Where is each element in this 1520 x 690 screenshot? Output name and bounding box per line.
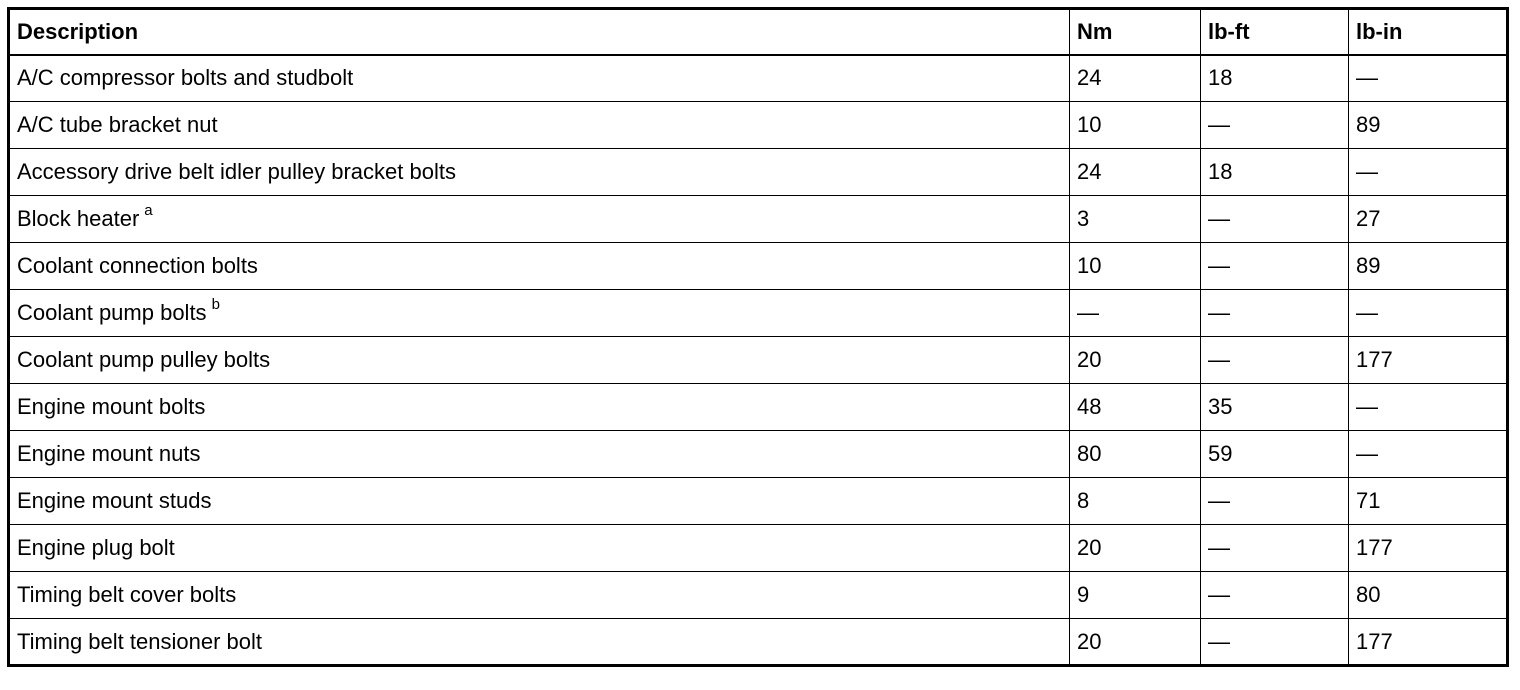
lb-in-cell: 177 (1349, 337, 1508, 384)
description-text: Engine plug bolt (17, 535, 175, 560)
lb-ft-cell: 18 (1201, 55, 1349, 102)
header-nm: Nm (1070, 9, 1201, 55)
lb-in-cell: 71 (1349, 478, 1508, 525)
description-cell (9, 619, 1070, 666)
lb-ft-cell: 35 (1201, 384, 1349, 431)
torque-specifications-table (7, 7, 1509, 667)
nm-cell: 20 (1070, 525, 1201, 572)
description-cell (9, 290, 1070, 337)
description-cell (9, 55, 1070, 102)
nm-cell: 20 (1070, 619, 1201, 666)
table-row (9, 55, 1508, 102)
header-lb-in: lb-in (1349, 9, 1508, 55)
lb-in-cell: 89 (1349, 102, 1508, 149)
lb-in-cell: 177 (1349, 525, 1508, 572)
table-row (9, 196, 1508, 243)
nm-cell: 10 (1070, 102, 1201, 149)
description-cell (9, 572, 1070, 619)
lb-in-cell: 177 (1349, 619, 1508, 666)
description-text: Coolant pump pulley bolts (17, 347, 271, 372)
lb-ft-cell: — (1201, 337, 1349, 384)
lb-ft-cell: — (1201, 572, 1349, 619)
header-description: Description (9, 9, 1070, 55)
description-cell (9, 384, 1070, 431)
nm-cell: 24 (1070, 149, 1201, 196)
description-text: Engine mount studs (17, 488, 212, 513)
lb-ft-cell: — (1201, 525, 1349, 572)
lb-in-cell: — (1349, 55, 1508, 102)
table-row (9, 525, 1508, 572)
lb-ft-cell: — (1201, 196, 1349, 243)
lb-ft-cell: 59 (1201, 431, 1349, 478)
description-cell (9, 431, 1070, 478)
description-text: A/C tube bracket nut (17, 112, 218, 137)
nm-cell: 80 (1070, 431, 1201, 478)
header-lb-ft: lb-ft (1201, 9, 1349, 55)
lb-in-cell: 80 (1349, 572, 1508, 619)
footnote-marker: a (144, 202, 153, 219)
table-row (9, 384, 1508, 431)
table-row (9, 619, 1508, 666)
lb-ft-cell: — (1201, 478, 1349, 525)
lb-in-cell: 27 (1349, 196, 1508, 243)
description-text: Timing belt cover bolts (17, 582, 237, 607)
description-cell (9, 102, 1070, 149)
nm-cell: 9 (1070, 572, 1201, 619)
lb-ft-cell: — (1201, 619, 1349, 666)
nm-cell: 20 (1070, 337, 1201, 384)
lb-in-cell: — (1349, 431, 1508, 478)
table-header-row (9, 9, 1508, 55)
table-row (9, 102, 1508, 149)
nm-cell: 24 (1070, 55, 1201, 102)
table-row (9, 290, 1508, 337)
lb-in-cell: — (1349, 384, 1508, 431)
footnote-marker: b (211, 296, 220, 313)
description-cell (9, 337, 1070, 384)
table-row (9, 572, 1508, 619)
description-text: Engine mount bolts (17, 394, 206, 419)
nm-cell: 48 (1070, 384, 1201, 431)
lb-ft-cell: — (1201, 102, 1349, 149)
table-row (9, 478, 1508, 525)
description-cell (9, 196, 1070, 243)
description-cell (9, 243, 1070, 290)
nm-cell: 8 (1070, 478, 1201, 525)
nm-cell: 3 (1070, 196, 1201, 243)
description-text: A/C compressor bolts and studbolt (17, 65, 354, 91)
table-row (9, 337, 1508, 384)
description-cell (9, 149, 1070, 196)
table-row (9, 149, 1508, 196)
nm-cell: — (1070, 290, 1201, 337)
lb-in-cell: 89 (1349, 243, 1508, 290)
description-text: Coolant connection bolts (17, 253, 258, 278)
description-text: Timing belt tensioner bolt (17, 628, 262, 654)
description-text: Engine mount nuts (17, 441, 201, 466)
nm-cell: 10 (1070, 243, 1201, 290)
description-cell (9, 478, 1070, 525)
description-text: Coolant pump bolts (17, 300, 207, 325)
lb-ft-cell: 18 (1201, 149, 1349, 196)
description-text: Accessory drive belt idler pulley bracket bolts (17, 159, 456, 184)
lb-ft-cell: — (1201, 290, 1349, 337)
description-cell (9, 525, 1070, 572)
table-row (9, 243, 1508, 290)
description-text: Block heater (17, 206, 140, 231)
lb-in-cell: — (1349, 290, 1508, 337)
lb-ft-cell: — (1201, 243, 1349, 290)
lb-in-cell: — (1349, 149, 1508, 196)
table-row (9, 431, 1508, 478)
